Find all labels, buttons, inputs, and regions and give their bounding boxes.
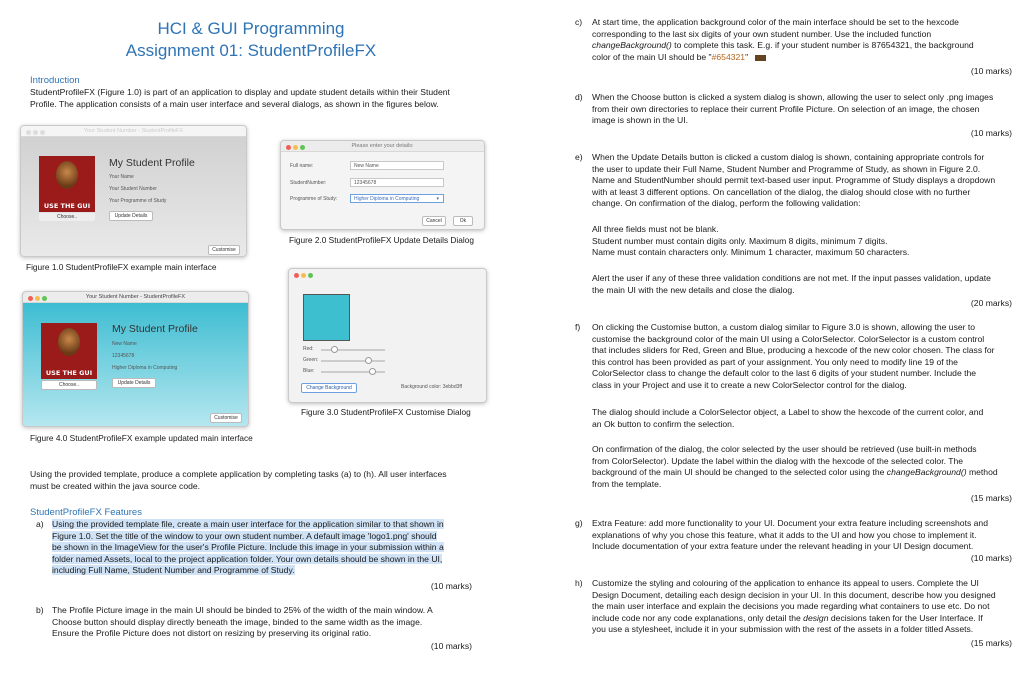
- task-g-line: Include documentation of your extra feature under the relevant heading in your UI Design document.: [592, 541, 974, 552]
- task-c-marks: (10 marks): [970, 66, 1012, 76]
- student-number-label: StudentNumber:: [290, 180, 327, 186]
- task-h-marks: (15 marks): [970, 638, 1012, 648]
- customise-button[interactable]: Customise: [208, 245, 240, 255]
- task-f-letter: f): [575, 322, 581, 332]
- task-d-letter: d): [575, 92, 583, 102]
- figure-3-caption: Figure 3.0 StudentProfileFX Customise Dialog: [301, 407, 471, 417]
- blue-slider-label: Blue:: [303, 368, 315, 374]
- task-f-line: this control has been provided as part of your assignment. You only need to modify line 19 of the: [592, 356, 958, 367]
- task-a-line: including Full Name, Student Number and Programme of Study.: [52, 565, 295, 576]
- task-g-letter: g): [575, 518, 583, 528]
- ok-button[interactable]: Ok: [453, 216, 473, 226]
- task-f-marks: (15 marks): [970, 493, 1012, 503]
- update-details-button[interactable]: Update Details: [109, 211, 153, 221]
- profile-heading: My Student Profile: [109, 157, 195, 169]
- task-g-marks: (10 marks): [970, 553, 1012, 563]
- task-d-line: from their own directories to replace their current Profile Picture. On selection of an image, the chosen: [592, 103, 980, 114]
- slider-thumb[interactable]: [365, 357, 372, 364]
- task-h-last: you use a stylesheet, include it in your submission with the rest of the assets in a folder titled Assets.: [592, 624, 974, 635]
- cancel-button[interactable]: Cancel: [422, 216, 446, 226]
- task-e-line: with at least 3 different options. On cancellation of the dialog, the dialog should close with no further: [592, 186, 971, 197]
- dialog-title: Please enter your details:: [351, 143, 414, 149]
- task-c-letter: c): [575, 17, 583, 27]
- face-image: [58, 328, 80, 356]
- task-d-line: image is shown in the UI.: [592, 115, 689, 126]
- usage-paragraph: [30, 469, 480, 492]
- validation-rule: All three fields must not be blank.: [592, 224, 719, 234]
- figure-2-caption: Figure 2.0 StudentProfileFX Update Details Dialog: [289, 235, 474, 245]
- profile-picture: [39, 156, 95, 212]
- task-e-alert: [592, 273, 1012, 296]
- programme-value: Higher Diploma in Computing: [112, 365, 178, 371]
- task-e-alert-line: Alert the user if any of these three validation conditions are not met. If the input passes validation, update: [592, 273, 991, 283]
- page-title-line1: HCI & GUI Programming: [157, 19, 345, 38]
- background-color-label: Background color: 3ebbd3ff: [401, 384, 463, 390]
- student-number-label: Your Student Number: [109, 186, 157, 192]
- intro-line: Profile. The application consists of a main user interface and several dialogs, as shown in the figures below.: [30, 98, 439, 109]
- figure-1-window: [20, 125, 247, 257]
- task-g-text: [592, 518, 1012, 553]
- blue-slider[interactable]: [321, 371, 385, 373]
- task-h-letter: h): [575, 578, 583, 588]
- task-f-p2-line: an Ok button to confirm the selection.: [592, 418, 735, 429]
- figure-1-caption: Figure 1.0 StudentProfileFX example main interface: [26, 262, 217, 272]
- task-f-p3-after: method: [966, 467, 998, 478]
- task-g-line: explanations of why you chose this feature, what it adds to the UI and how you chose to implement it.: [592, 529, 977, 540]
- task-f-p2: [592, 407, 1012, 430]
- logo-text: USE THE GUI: [43, 202, 91, 210]
- task-b-line: The Profile Picture image in the main UI should be binded to 25% of the width of the main window. A: [52, 605, 433, 615]
- task-f-p3-line: background of the main UI should be changed to the selected color using the: [592, 467, 887, 478]
- intro-heading: Introduction: [30, 75, 80, 86]
- name-label: Your Name: [109, 174, 134, 180]
- change-background-button[interactable]: Change Background: [301, 383, 357, 393]
- usage-line: must be created within the java source code.: [30, 480, 201, 491]
- task-h-line: the main user interface and explain the decisions you made regarding what containers to use etc. Do not: [592, 601, 990, 612]
- task-e-text: [592, 152, 1012, 210]
- task-f-line: class in your Project and use it to create a new ColorSelector control for the dialog.: [592, 379, 907, 390]
- task-e-line: When the Update Details button is clicked a custom dialog is shown, containing appropriate controls for: [592, 152, 985, 162]
- task-h-italic: design: [803, 612, 829, 623]
- task-b-text: [52, 605, 472, 640]
- slider-thumb[interactable]: [331, 346, 338, 353]
- task-f-p3-last: from the template.: [592, 478, 662, 489]
- task-c-function: changeBackground(): [592, 40, 672, 51]
- window-title: Your Student Number - StudentProfileFX: [83, 128, 184, 134]
- task-c-text: [592, 17, 1012, 63]
- window-titlebar: [21, 126, 246, 137]
- choose-button[interactable]: Choose..: [39, 213, 95, 221]
- task-b-line: Choose button should display directly beneath the image, binded to the same width as the image.: [52, 616, 423, 627]
- profile-picture: [41, 323, 97, 379]
- task-e-rules: [592, 224, 1012, 259]
- choose-button[interactable]: Choose..: [41, 380, 97, 390]
- name-value: New Name: [112, 341, 137, 347]
- task-c-line: to complete this task. E.g. if your student number is 87654321, the background: [671, 40, 974, 51]
- student-number-value: 12345678: [112, 353, 135, 359]
- task-h-after: decisions taken for the User Interface. If: [828, 612, 983, 623]
- task-d-marks: (10 marks): [970, 128, 1012, 138]
- red-slider[interactable]: [321, 349, 385, 351]
- task-e-line: change. On confirmation of the dialog, perform the following validation:: [592, 198, 861, 209]
- task-e-line: the user to update their Full Name, Student Number and Programme of Study, as shown in Figure 2.0.: [592, 163, 981, 174]
- task-f-line: that includes sliders for Red, Green and Blue, producing a hexcode of the new color chosen. The class for: [592, 345, 995, 356]
- task-f-p3: [592, 444, 1012, 490]
- page-title-line2: Assignment 01: StudentProfileFX: [125, 41, 377, 60]
- programme-dropdown[interactable]: [350, 194, 444, 203]
- task-f-line: customise the background color of the main UI using a ColorSelector. ColorSelector is a custom control: [592, 333, 985, 344]
- window-title: Your Student Number - StudentProfileFX: [85, 294, 186, 300]
- task-c-line: color of the main UI should be ": [592, 51, 712, 62]
- intro-paragraph: [30, 87, 480, 110]
- task-f-p2-line: The dialog should include a ColorSelector object, a Label to show the hexcode of the current color, and: [592, 407, 984, 417]
- task-d-line: When the Choose button is clicked a system dialog is shown, allowing the user to select only .png images: [592, 92, 994, 102]
- customise-button[interactable]: Customise: [210, 413, 242, 423]
- programme-value: Higher Diploma in Computing: [354, 196, 420, 202]
- window-titlebar: [23, 292, 248, 303]
- task-f-text: [592, 322, 1012, 392]
- task-h-text: [592, 578, 1012, 636]
- task-e-line: Name and StudentNumber should permit text-based user input. Programme of Study displays a dropdown: [592, 175, 996, 186]
- features-heading: StudentProfileFX Features: [30, 507, 142, 518]
- task-e-alert-line: the main UI with the new details and close the dialog.: [592, 284, 795, 295]
- task-c-line: At start time, the application background color of the main interface should be set to the hexcode: [592, 17, 959, 27]
- task-a-line: Using the provided template file, create a main user interface for the application similar to that shown in: [52, 519, 444, 529]
- task-c-hex: #654321: [711, 51, 746, 62]
- profile-heading: My Student Profile: [112, 323, 198, 335]
- green-slider-label: Green:: [303, 357, 319, 363]
- task-b-letter: b): [36, 605, 44, 615]
- task-f-function: changeBackground(): [886, 467, 967, 478]
- dialog-titlebar: [289, 269, 486, 280]
- validation-rule: Student number must contain digits only. Maximum 8 digits, minimum 7 digits.: [592, 235, 888, 246]
- update-details-button[interactable]: Update Details: [112, 378, 156, 388]
- face-image: [56, 161, 78, 189]
- usage-line: Using the provided template, produce a complete application by completing tasks (a) to (h). All user interfaces: [30, 469, 447, 479]
- task-c-line: corresponding to the last six digits of your own student number. Use the included function: [592, 28, 932, 39]
- figure-4-window: [22, 291, 249, 427]
- slider-thumb[interactable]: [369, 368, 376, 375]
- task-d-text: [592, 92, 1012, 127]
- task-h-line: Customize the styling and colouring of the application to enhance its appeal to users. Complete the UI: [592, 578, 979, 588]
- validation-rule: Name must contain characters only. Minimum 1 character, maximum 50 characters.: [592, 247, 910, 258]
- task-b-line: Ensure the Profile Picture does not distort on resizing by preserving its original ratio.: [52, 628, 372, 639]
- figure-2-dialog: [280, 140, 485, 230]
- full-name-field[interactable]: New Name: [350, 161, 444, 170]
- task-e-letter: e): [575, 152, 583, 162]
- intro-line: StudentProfileFX (Figure 1.0) is part of an application to display and update student details within their Student: [30, 87, 450, 97]
- programme-label: Programme of Study:: [290, 196, 338, 202]
- dialog-titlebar: [281, 141, 484, 152]
- task-a-marks: (10 marks): [430, 581, 472, 591]
- color-swatch: [755, 55, 766, 61]
- task-a-letter: a): [36, 519, 44, 529]
- figure-3-dialog: [288, 268, 487, 403]
- green-slider[interactable]: [321, 360, 385, 362]
- task-h-line: Design Document, detailing each design decision in your UI. In this document, describe how you designed: [592, 589, 996, 600]
- logo-text: USE THE GUI: [45, 369, 93, 377]
- task-e-marks: (20 marks): [970, 298, 1012, 308]
- task-a-line: folder named Assets, local to the project application folder. Your own details should be shown in the UI,: [52, 553, 443, 564]
- task-f-line: On clicking the Customise button, a custom dialog similar to Figure 3.0 is shown, allowing the user to: [592, 322, 976, 332]
- task-a-line: be shown in the ImageView for the user's Profile Picture. Include this image in your submission within a: [52, 542, 444, 553]
- task-b-marks: (10 marks): [430, 641, 472, 651]
- task-c-quote: ": [745, 51, 749, 62]
- figure-4-caption: Figure 4.0 StudentProfileFX example updated main interface: [30, 433, 253, 443]
- red-slider-label: Red:: [303, 346, 314, 352]
- programme-label: Your Programme of Study: [109, 198, 167, 204]
- task-a-text: [52, 519, 472, 577]
- task-h-line: include code nor any code explanations, only detail the: [592, 612, 804, 623]
- color-swatch: [303, 294, 350, 341]
- task-g-line: Extra Feature: add more functionality to your UI. Document your extra feature including screenshots and: [592, 518, 988, 528]
- chevron-down-icon: ▾: [436, 196, 439, 202]
- task-f-line: ColorSelector class to change the default color to the last 6 digits of your student number. Include the: [592, 368, 977, 379]
- task-a-line: Figure 1.0. Set the title of the window to your own student number. A default image 'logo1.png' should: [52, 530, 437, 541]
- task-f-p3-line: from ColorSelector). Update the label within the dialog with the hexcode of the selected color. The: [592, 455, 964, 466]
- task-f-p3-line: On confirmation of the dialog, the color selected by the user should be retrieved (use built-in methods: [592, 444, 977, 454]
- student-number-field[interactable]: 12345678: [350, 178, 444, 187]
- full-name-label: Full name:: [290, 163, 314, 169]
